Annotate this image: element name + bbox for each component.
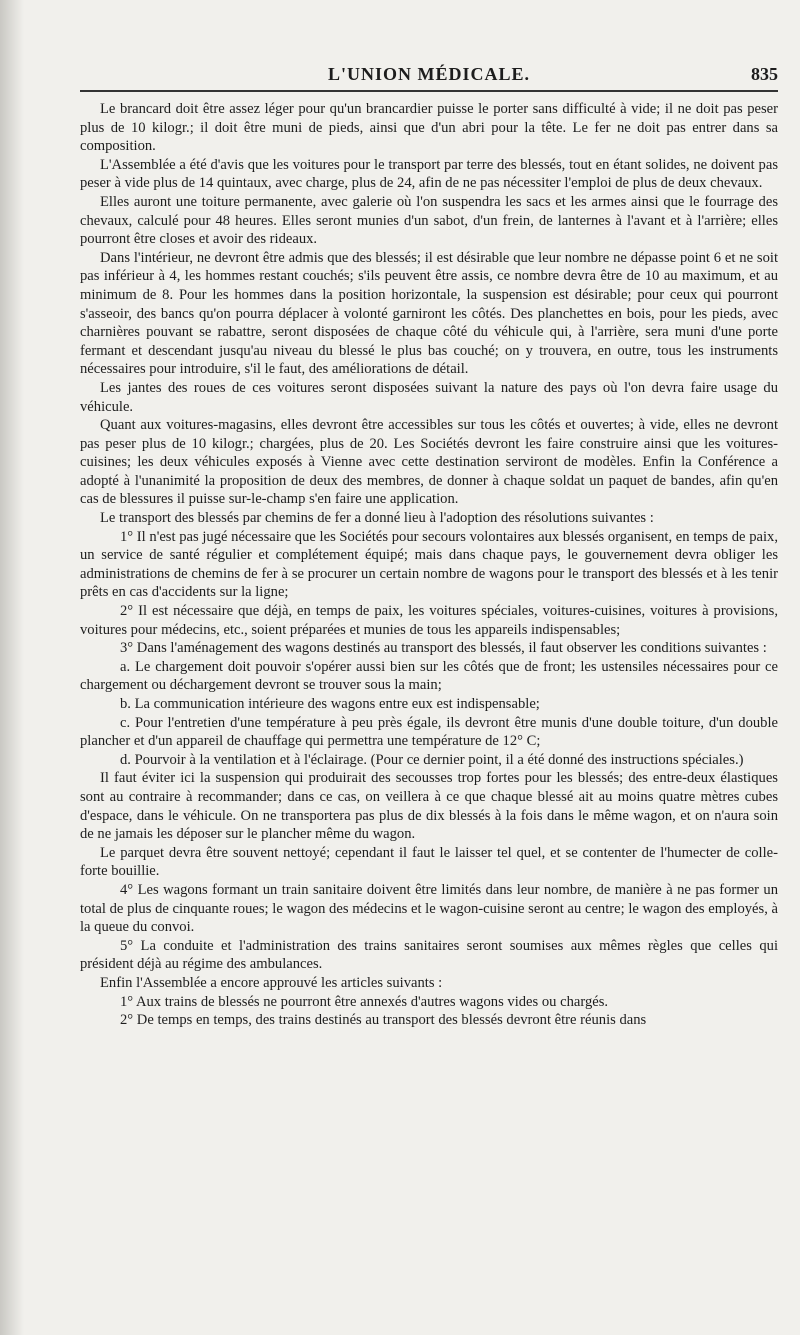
- article-body: [80, 100, 778, 1030]
- paragraph: 2° Il est nécessaire que déjà, en temps de paix, les voitures spéciales, voitures-cuisines, voitures à provisions, voitures pour médecins, etc., soient préparées et munies de tous les appareils indispensables;: [80, 603, 778, 638]
- paragraph: 3° Dans l'aménagement des wagons destinés au transport des blessés, il faut observer les conditions suivantes :: [120, 640, 767, 657]
- running-title: L'UNION MÉDICALE.: [327, 64, 531, 84]
- page-fold-shadow: [0, 0, 24, 1335]
- paragraph: d. Pourvoir à la ventilation et à l'éclairage. (Pour ce dernier point, il a été donné des instructions spéciales.): [120, 751, 744, 768]
- paragraph: c. Pour l'entretien d'une température à peu près égale, ils devront être munis d'une double toiture, d'un double plancher et d'un appareil de chauffage qui permettra une température de 12° C;: [80, 714, 778, 750]
- paragraph: L'Assemblée a été d'avis que les voitures pour le transport par terre des blessés, tout en étant solides, ne doivent pas peser à vide plus de 14 quintaux, avec charge, plus de 24, afin de ne pas nécessiter l'emploi de plus de deux chevaux.: [80, 156, 778, 192]
- paragraph: a. Le chargement doit pouvoir s'opérer aussi bien sur les côtés que de front; les ustensiles nécessaires pour ce chargement ou déchargement devront se trouver sous la main;: [80, 658, 778, 694]
- paragraph: Le parquet devra être souvent nettoyé; cependant il faut le laisser tel quel, et se contenter de l'humecter de colle-forte bouillie.: [80, 844, 778, 880]
- paragraph: 2° De temps en temps, des trains destinés au transport des blessés devront être réunis dans: [120, 1012, 647, 1029]
- paragraph: 1° Il n'est pas jugé nécessaire que les Sociétés pour secours volontaires aux blessés organisent, en temps de paix, un service de santé régulier et complétement équipé; mais dans chaque pays, le gouvernement devra obliger les administrations de chemins de fer à se procurer un certain nombre de wagons pour le transport des blessés et à les tenir prêts en cas d'accidents sur la ligne;: [80, 528, 778, 601]
- paragraph: Quant aux voitures-magasins, elles devront être accessibles sur tous les côtés et ouvertes; à vide, elles ne devront pas peser plus de 10 kilogr.; chargées, plus de 20. Les Sociétés devront les faire construire ainsi que les voitures-cuisines; les deux véhicules exposés à Vienne avec cette destination serviront de modèles. Enfin la Conférence a adopté à l'unanimité la proposition de deux des membres, de donner à chaque soldat un paquet de bandes, afin qu'en cas de blessures il puisse sur-le-champ s'en faire une application.: [80, 417, 778, 508]
- paragraph: Les jantes des roues de ces voitures seront disposées suivant la nature des pays où l'on devra faire usage du véhicule.: [80, 379, 778, 415]
- paragraph: 5° La conduite et l'administration des trains sanitaires seront soumises aux mêmes règles que celles qui président déjà au régime des ambulances.: [80, 937, 778, 973]
- paragraph: b. La communication intérieure des wagons entre eux est indispensable;: [120, 696, 540, 712]
- page-number: 835: [751, 64, 778, 84]
- paragraph: Le transport des blessés par chemins de fer a donné lieu à l'adoption des résolutions suivantes :: [100, 510, 654, 527]
- paragraph: Elles auront une toiture permanente, avec galerie où l'on suspendra les sacs et les armes ainsi que le fourrage des chevaux, calculé pour 48 heures. Elles seront munies d'un sabot, d'un frein, de lanternes à l'avant et à l'arrière; elles pourront être closes et avoir des rideaux.: [80, 193, 778, 248]
- paragraph: 4° Les wagons formant un train sanitaire doivent être limités dans leur nombre, de manière à ne pas former un total de plus de cinquante roues; le wagon des médecins et le wagon-cuisine seront au centre; le wagon des employés, à la queue du convoi.: [80, 881, 778, 936]
- paragraph: Le brancard doit être assez léger pour qu'un brancardier puisse le porter sans difficulté à vide; il ne doit pas peser plus de 10 kilogr.; il doit être muni de pieds, ainsi que d'un abri pour la tête. Le fer ne doit pas entrer dans sa composition.: [80, 101, 778, 155]
- paragraph: Dans l'intérieur, ne devront être admis que des blessés; il est désirable que leur nombre ne dépasse point 6 et ne soit pas inférieur à 4, les hommes restant couchés; s'ils peuvent être assis, ce nombre devra être de 10 au maximum, et au minimum de 8. Pour les hommes dans la position horizontale, la suspension est désirable; pour ceux qui pourront s'asseoir, des bancs qu'on pourra déplacer à volonté garniront les côtés. Des planchettes en bois, pour les pieds, avec charnières pouvant se rabattre, seront disposées de chaque côté du véhicule qui, à l'arrière, sera muni d'une porte fermant et descendant jusqu'au niveau du blessé le plus bas couché; on y trouvera, en outre, tous les instruments nécessaires pour introduire, s'il le faut, des améliorations de détail.: [80, 249, 778, 378]
- paragraph: Il faut éviter ici la suspension qui produirait des secousses trop fortes pour les blessés; des entre-deux élastiques sont au contraire à recommander; dans ce cas, on veillera à ce que chaque blessé ait au moins quatre mètres cubes d'espace, dans le véhicule. On ne transportera pas plus de dix blessés à la fois dans le même wagon, et on n'aura soin de ne jamais les déposer sur le plancher même du wagon.: [80, 770, 778, 843]
- page-header: [80, 60, 778, 92]
- paragraph: Enfin l'Assemblée a encore approuvé les articles suivants :: [100, 974, 443, 991]
- paragraph: 1° Aux trains de blessés ne pourront être annexés d'autres wagons vides ou chargés.: [120, 993, 609, 1010]
